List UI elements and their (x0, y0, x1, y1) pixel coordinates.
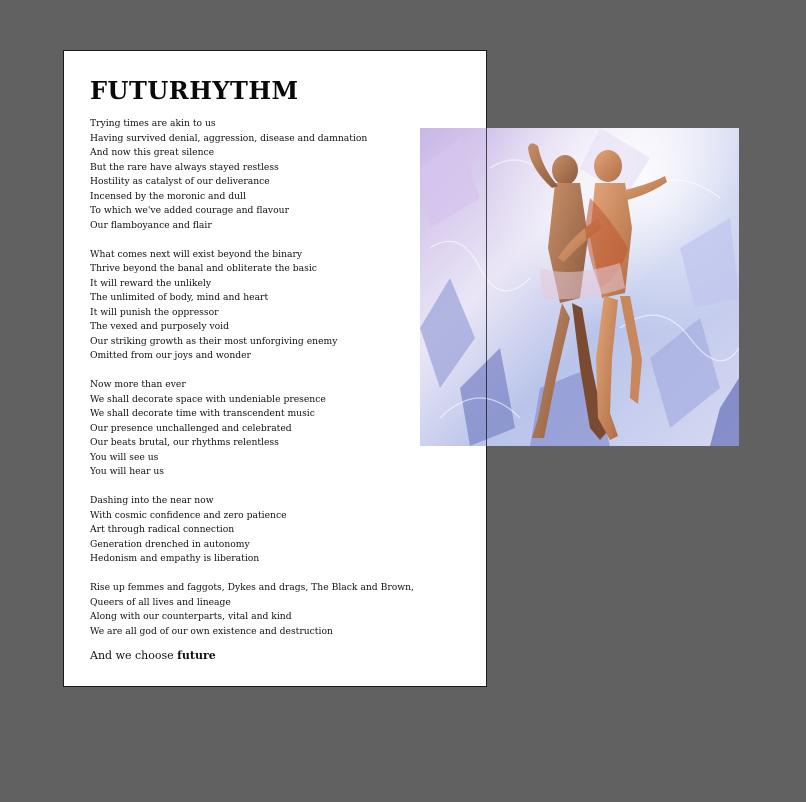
poem-title: FUTURHYTHM (90, 76, 299, 105)
poem-line: Queers of all lives and lineage (90, 596, 231, 608)
poem-line: Art through radical connection (90, 524, 235, 535)
poem-line: Rise up femmes and faggots, Dykes and drags, The Black and Brown, (90, 582, 414, 593)
poem-line: Along with our counterparts, vital and kind (90, 611, 292, 622)
poem-line: Incensed by the moronic and dull (90, 190, 246, 202)
poem-line: But the rare have always stayed restless (90, 161, 279, 173)
poem-line: Our beats brutal, our rhythms relentless (90, 437, 279, 448)
poem-line: What comes next will exist beyond the binary (90, 248, 303, 260)
poem-line: It will reward the unlikely (90, 277, 212, 289)
poem-line: Hedonism and empathy is liberation (90, 553, 260, 564)
poem-line: And now this great silence (90, 147, 215, 158)
poem-line: Omitted from our joys and wonder (90, 350, 251, 361)
poem-line: Our striking growth as their most unforgiving enemy (90, 335, 338, 347)
poem-line: You will see us (90, 451, 159, 463)
poem-line: Dashing into the near now (90, 495, 214, 506)
poem-line: It will punish the oppressor (90, 306, 219, 318)
poem-line: Having survived denial, aggression, disease and damnation (90, 132, 368, 144)
poem-line: We are all god of our own existence and destruction (90, 625, 333, 637)
poem-line: Our flamboyance and flair (90, 219, 212, 231)
poem-line: To which we've added courage and flavour (90, 205, 289, 216)
poem-line: Hostility as catalyst of our deliverance (90, 176, 270, 187)
poem-line: With cosmic confidence and zero patience (90, 509, 287, 521)
poem-line: Now more than ever (90, 379, 186, 390)
poem-line: The vexed and purposely void (90, 321, 229, 332)
poem-line: Thrive beyond the banal and obliterate the basic (90, 263, 317, 274)
poem-line: We shall decorate space with undeniable presence (90, 393, 326, 405)
dancing-figures-image (420, 128, 739, 446)
poem-line: The unlimited of body, mind and heart (90, 292, 269, 303)
poem-stanza (90, 494, 480, 567)
closing-emphasis: future (177, 649, 216, 662)
closing-line (90, 649, 216, 662)
closing-prefix: And we choose (90, 649, 178, 662)
poem-line: Our presence unchallenged and celebrated (90, 422, 292, 434)
poem-line: Generation drenched in autonomy (90, 538, 250, 550)
poem-line: We shall decorate time with transcendent music (90, 408, 315, 419)
poem-stanza (90, 581, 480, 639)
poem-line: Trying times are akin to us (90, 118, 216, 129)
artboard-border-overlap (486, 128, 487, 446)
poem-line: You will hear us (90, 466, 165, 477)
